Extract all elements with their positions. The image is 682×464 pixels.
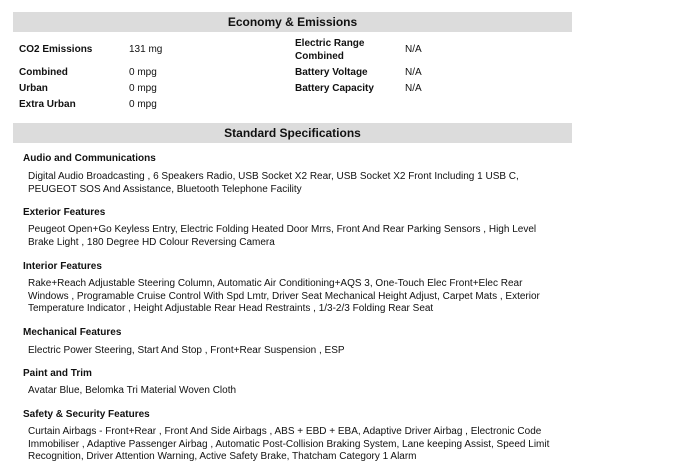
battery-capacity-value: N/A (405, 83, 422, 94)
category-text-interior: Rake+Reach Adjustable Steering Column, Automatic Air Conditioning+AQS 3, One-Touch Elec Front+Elec Rear Windows , Programable Cruise Control With Spd Lmtr, Driver Seat Mechanical Height Adjust, Carpet Mats , Exterior Temperature Indicator , Height Adjustable Rear Head Restraints , 1/3-2/3 Folding Rear Seat (28, 278, 540, 315)
electric-range-label: Electric Range Combined (295, 38, 365, 62)
category-text-paint: Avatar Blue, Belomka Tri Material Woven Cloth (28, 385, 237, 396)
battery-voltage-label: Battery Voltage (295, 67, 368, 78)
combined-value: 0 mpg (129, 67, 157, 78)
battery-capacity-label: Battery Capacity (295, 83, 374, 94)
extra-urban-value: 0 mpg (129, 99, 157, 110)
economy-emissions-header (13, 12, 572, 32)
electric-range-value: N/A (405, 44, 422, 55)
battery-voltage-value: N/A (405, 67, 422, 78)
category-title-exterior: Exterior Features (23, 207, 106, 218)
category-title-mechanical: Mechanical Features (23, 327, 122, 338)
category-text-audio: Digital Audio Broadcasting , 6 Speakers Radio, USB Socket X2 Rear, USB Socket X2 Front Including 1 USB C, PEUGEOT SOS And Assistance, Bluetooth Telephone Facility (28, 171, 519, 195)
combined-label: Combined (19, 67, 68, 78)
co2-value: 131 mg (129, 44, 163, 55)
category-text-exterior: Peugeot Open+Go Keyless Entry, Electric Folding Heated Door Mrrs, Front And Rear Parking Sensors , High Level Brake Light , 180 Degree HD Colour Reversing Camera (28, 224, 537, 248)
category-title-paint: Paint and Trim (23, 368, 92, 379)
category-text-mechanical: Electric Power Steering, Start And Stop , Front+Rear Suspension , ESP (28, 345, 345, 356)
extra-urban-label: Extra Urban (19, 99, 76, 110)
co2-label: CO2 Emissions (19, 44, 93, 55)
urban-value: 0 mpg (129, 83, 157, 94)
standard-specifications-title: Standard Specifications (224, 126, 361, 140)
standard-specifications-header (13, 123, 572, 143)
urban-label: Urban (19, 83, 48, 94)
category-text-safety: Curtain Airbags - Front+Rear , Front And Side Airbags , ABS + EBD + EBA, Adaptive Driver Airbag , Electronic Code Immobiliser , Adaptive Passenger Airbag , Automatic Post-Collision Braking System, Lane keeping Assist, Speed Limit Recognition, Driver Attention Warning, Active Safety Brake, Thatcham Category 1 Alarm (28, 426, 550, 463)
category-title-safety: Safety & Security Features (23, 409, 150, 420)
category-title-audio: Audio and Communications (23, 153, 156, 164)
category-title-interior: Interior Features (23, 261, 102, 272)
economy-emissions-title: Economy & Emissions (227, 15, 358, 29)
